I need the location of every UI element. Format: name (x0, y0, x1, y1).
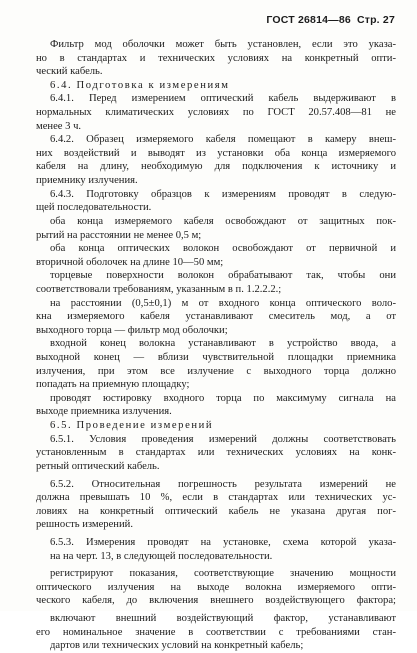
text-line: 6.5.1. Условия проведения измерений должны соответствовать (50, 433, 396, 445)
text-line: оптического излучения на выходе волокна измеряемого опти- (36, 581, 396, 593)
text-line: 6.4.1. Перед измерением оптический кабель выдерживают в (50, 93, 396, 105)
text-line: ловиях на конкретный оптический кабель не указана другая пог- (36, 505, 396, 517)
text-line: них воздействий и выводят из установки оба конца измеряемого (36, 147, 396, 159)
text-line: включают внешний воздействующий фактор, устанавливают (50, 612, 396, 624)
standard-number: ГОСТ 26814—86 (266, 14, 351, 26)
text-line: входной конец волокна устанавливают в устройство ввода, а (50, 338, 396, 350)
text-line: Фильтр мод оболочки может быть установлен, если это указа- (50, 39, 396, 50)
text-line: 6.5.2. Относительная погрешность результата измерений не (50, 478, 396, 490)
text-line: ческого кабеля, до включения внешнего воздействующего фактора; (36, 595, 396, 607)
page-number: Стр. 27 (356, 14, 395, 26)
text-line: щей последовательности. (36, 202, 152, 214)
text-line: кабеля на длину, необходимую для подключения к источнику и (36, 161, 396, 173)
text-line: оба конца измеряемого кабеля освобождают от защитных пок- (50, 215, 396, 227)
text-line: но в стандартах и технических условиях на конкретный опти- (36, 52, 396, 64)
text-line: нормальных климатических условиях по ГОСТ 20.57.408—81 не (36, 107, 396, 119)
text-line: на расстоянии (0,5±0,1) м от входного конца оптического воло- (50, 297, 396, 309)
text-line: оба конца оптических волокон освобождают от первичной и (50, 243, 396, 255)
text-line: регистрируют показания, соответствующие значению мощности (50, 568, 396, 580)
text-line: 6.4.2. Образец измеряемого кабеля помещают в камеру внеш- (50, 134, 396, 146)
section-heading: 6.5. Проведение измерений (50, 420, 214, 432)
text-line: проводят юстировку входного торца по максимуму сигнала на (50, 392, 396, 404)
text-line: установленным в стандартах или технических условиях на конк- (36, 447, 396, 459)
text-line: ретный оптический кабель. (36, 460, 160, 472)
text-line: торцевые поверхности волокон обрабатывают так, чтобы они (50, 270, 396, 282)
text-line: менее 3 ч. (36, 120, 82, 132)
text-line: выходного торца — фильтр мод оболочки; (36, 324, 228, 336)
text-line: приемнику излучения. (36, 175, 138, 187)
text-line: дартов или технических условий на конкретный кабель; (50, 640, 304, 652)
text-line: должна превышать 10 %, если в стандартах или технических ус- (36, 492, 396, 504)
text-line: излучения, при этом все излучение с выходного торца должно (36, 365, 396, 377)
body-text (36, 38, 396, 653)
text-line: 6.5.3. Измерения проводят на установке, схема которой указа- (50, 536, 396, 548)
text-line: попадать на приемную площадку; (36, 379, 190, 391)
text-line: рытий на расстоянии не менее 0,5 м; (36, 229, 202, 241)
text-line: решность измерений. (36, 519, 133, 531)
text-line: его номинальное значение в соответствии с требованиями стан- (36, 626, 396, 638)
text-line: соответствовали требованиям, указанным в п. 1.2.2.2.; (36, 283, 282, 295)
text-line: ческий кабель. (36, 66, 103, 78)
text-line: кна измеряемого кабеля устанавливают смеситель мод, а от (36, 311, 396, 323)
text-line: выходной конец — вблизи чувствительной площадки приемника (36, 352, 396, 364)
text-line: на на черт. 13, в следующей последовательности. (50, 550, 273, 562)
section-heading: 6.4. Подготовка к измерениям (50, 79, 230, 91)
page-header (266, 14, 395, 26)
text-line: 6.4.3. Подготовку образцов к измерениям проводят в следую- (50, 188, 396, 200)
text-line: выходе приемника излучения. (36, 406, 172, 418)
text-line: вторичной оболочек на длине 10—50 мм; (36, 256, 224, 268)
